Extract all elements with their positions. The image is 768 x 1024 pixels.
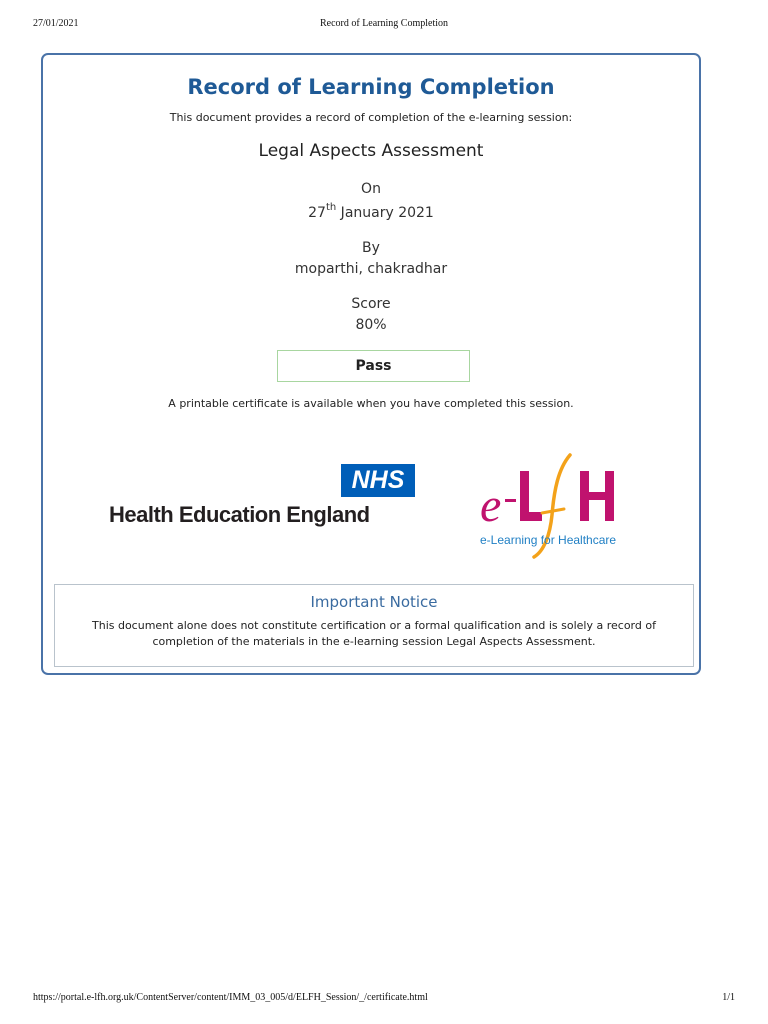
print-page-number: 1/1 (722, 992, 735, 1003)
date-rest: January 2021 (336, 205, 434, 221)
result-badge: Pass (277, 350, 470, 382)
svg-text:e: e (480, 479, 502, 532)
on-label: On (361, 181, 381, 197)
session-name: Legal Aspects Assessment (258, 141, 484, 161)
print-page-title: Record of Learning Completion (319, 18, 449, 29)
nhs-logo: NHS (341, 464, 415, 497)
printable-note: A printable certificate is available when you have completed this session. (168, 397, 574, 410)
print-footer (0, 992, 768, 1006)
learner-name: moparthi, chakradhar (294, 261, 448, 277)
print-url: https://portal.e-lfh.org.uk/ContentServer/content/IMM_03_005/d/ELFH_Session/_/certificate.html (33, 992, 428, 1003)
completion-date (43, 202, 699, 221)
hee-name: Health Education England (109, 502, 370, 527)
elfh-tagline: e-Learning for Healthcare (480, 533, 617, 547)
elfh-logo (476, 443, 646, 561)
notice-title: Important Notice (310, 593, 438, 611)
score-value: 80% (355, 317, 387, 333)
intro-text: This document provides a record of completion of the e-learning session: (169, 111, 573, 124)
important-notice (54, 584, 694, 667)
certificate-card (41, 53, 701, 675)
date-suffix: th (325, 202, 337, 213)
date-day: 27 (308, 205, 326, 221)
print-date: 27/01/2021 (33, 18, 79, 29)
by-label: By (362, 240, 380, 256)
score-label: Score (351, 296, 391, 312)
hee-logo (109, 464, 415, 528)
certificate-title: Record of Learning Completion (187, 75, 555, 99)
print-header (0, 18, 768, 32)
notice-text: This document alone does not constitute certification or a formal qualification and is solely a record of completion of the materials in the e-learning session Legal Aspects Assessment. (92, 619, 656, 648)
